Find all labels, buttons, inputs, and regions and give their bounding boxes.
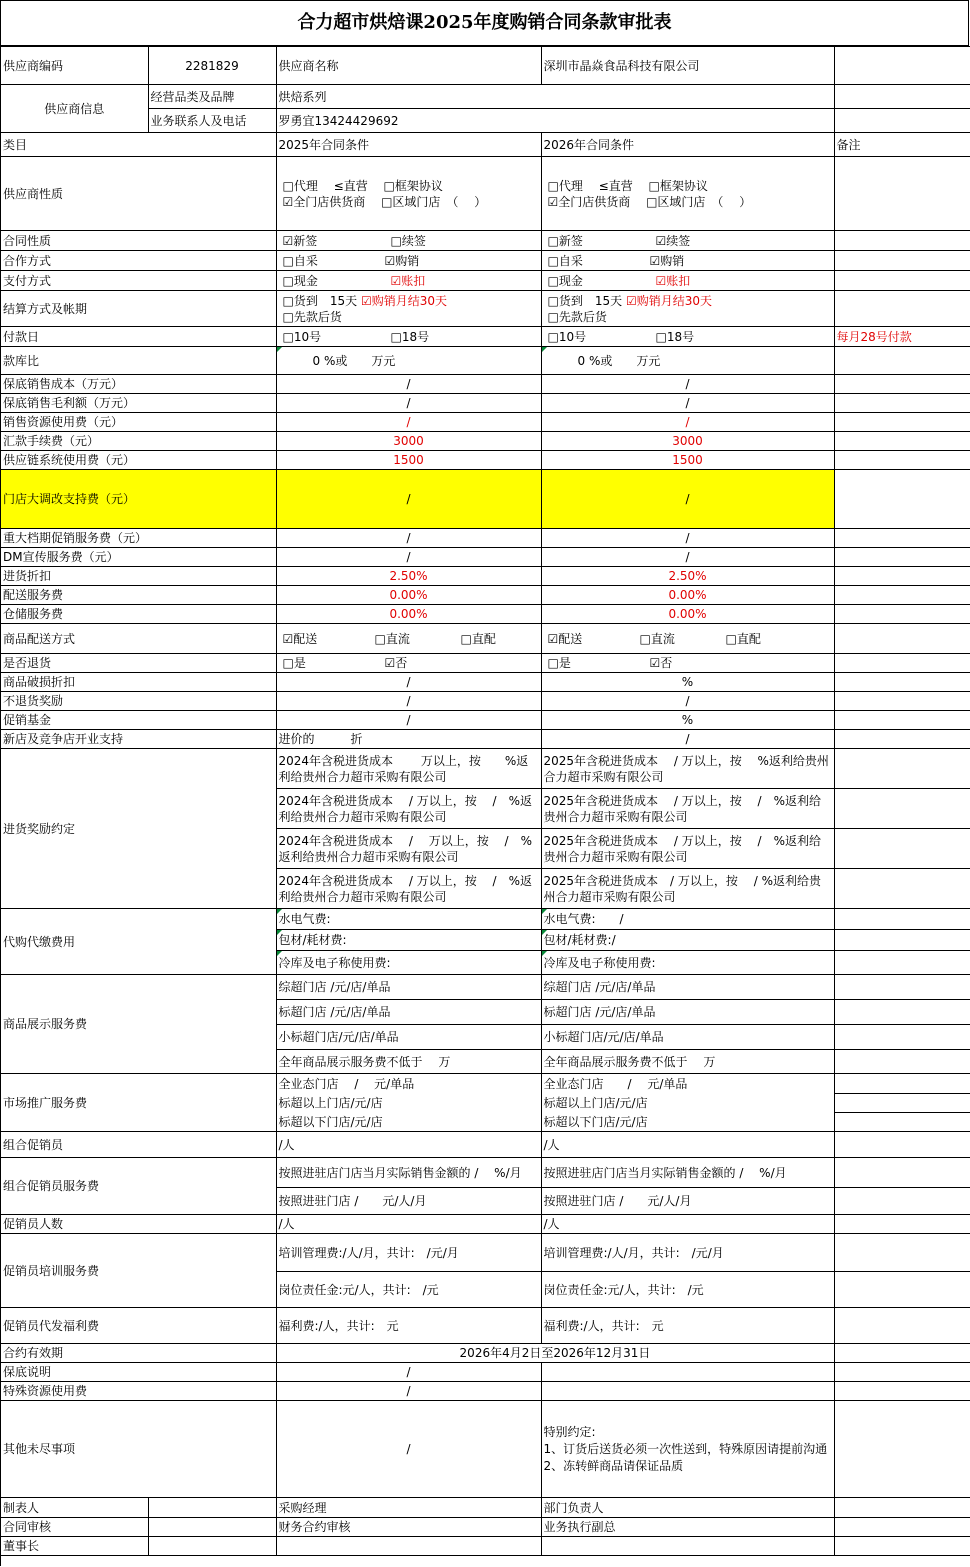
option-monthly: ☑购销月结30天 [360, 293, 447, 308]
display-2026-4: 全年商品展示服务费不低于 万 [541, 1050, 834, 1074]
settle-2025 [276, 291, 541, 327]
fee-row-2026: / [541, 375, 834, 394]
option-new: □新签 [547, 233, 583, 248]
renovate-2026: / [541, 470, 834, 529]
fee-row-2025: 0.00% [276, 586, 541, 605]
newstore-2026: / [541, 730, 834, 749]
fee-row-2026: 0.00% [541, 586, 834, 605]
empty-cell [834, 231, 970, 251]
market-label: 市场推广服务费 [1, 1074, 276, 1132]
promoter-fee-2025-1: 按照进驻店门店当月实际销售金额的 / %/月 [276, 1158, 541, 1188]
fee-row-2026: % [541, 673, 834, 692]
empty-cell [834, 909, 970, 930]
fee-row-2026: % [541, 711, 834, 730]
option-18th: □18号 [655, 329, 695, 344]
rebate-label: 进货奖励约定 [1, 749, 276, 909]
other-line: 1、订货后送货必须一次性送到，特殊原因请提前沟通 [543, 1441, 828, 1456]
nature-2025 [276, 157, 541, 231]
empty-cell [541, 1382, 834, 1401]
payment-2026 [541, 271, 834, 291]
option-purchase: ☑购销 [649, 253, 685, 268]
empty-cell [834, 711, 970, 730]
empty-cell [834, 1234, 970, 1272]
empty-cell [834, 654, 970, 673]
display-2026-1: 综超门店 /元/店/单品 [541, 975, 834, 1000]
fee-row-label: 仓储服务费 [1, 605, 276, 624]
promoter-fee-2025-2: 按照进驻门店 / 元/人/月 [276, 1188, 541, 1215]
returns-label: 是否退货 [1, 654, 276, 673]
option-self: □自采 [282, 253, 318, 268]
delivery-label: 商品配送方式 [1, 624, 276, 654]
option-yes: □是 [547, 656, 571, 670]
header-category: 类目 [1, 133, 276, 157]
market-2026-3: 标超以下门店/元/店 [541, 1113, 834, 1132]
fee-rows-2 [1, 529, 970, 624]
contract-review-sign [148, 1518, 276, 1537]
option-purchase: ☑购销 [384, 253, 420, 268]
fee-row-2026: / [541, 692, 834, 711]
stock-ratio-2026: 0 %或 万元 [541, 347, 834, 375]
contract-nature-label: 合同性质 [1, 231, 276, 251]
fee-row-2025: / [276, 394, 541, 413]
empty-cell [834, 1498, 970, 1518]
training-2025-1: 培训管理费:/人/月，共计: /元/月 [276, 1234, 541, 1272]
guarantee-label: 保底说明 [1, 1363, 276, 1382]
dept-head-label: 部门负责人 [541, 1498, 834, 1518]
supplier-name: 深圳市晶焱食品科技有限公司 [541, 47, 834, 85]
coop-2026 [541, 251, 834, 271]
empty-cell [834, 1382, 970, 1401]
empty-cell [834, 375, 970, 394]
header-2026: 2026年合同条件 [541, 133, 834, 157]
fee-rows-1 [1, 375, 970, 470]
option-delivery: ☑配送 [547, 631, 583, 646]
fee-row-2025: / [276, 529, 541, 548]
coop-2025 [276, 251, 541, 271]
fee-row-2025: / [276, 413, 541, 432]
empty-cell [834, 1050, 970, 1074]
payday-2026 [541, 327, 834, 347]
empty-cell [834, 624, 970, 654]
payday-label: 付款日 [1, 327, 276, 347]
option-renew: ☑续签 [655, 233, 691, 248]
option-new: ☑新签 [282, 233, 318, 248]
display-2026-3: 小标超门店/元/店/单品 [541, 1025, 834, 1050]
empty-cell [541, 1537, 834, 1556]
promoter-count-label: 促销员人数 [1, 1215, 276, 1234]
display-2025-1: 综超门店 /元/店/单品 [276, 975, 541, 1000]
supplier-code: 2281829 [148, 47, 276, 85]
empty-cell [834, 394, 970, 413]
empty-cell [834, 673, 970, 692]
empty-cell [834, 605, 970, 624]
header-remark: 备注 [834, 133, 970, 157]
rebate-2026-4: 2025年含税进货成本 / 万以上，按 / %返利给贵州合力超市采购有限公司 [541, 869, 834, 909]
fee-row-2025: / [276, 711, 541, 730]
special-res-2025: / [276, 1382, 541, 1401]
market-2026-1: 全业态门店 / 元/单品 [541, 1074, 834, 1094]
vp-label: 业务执行副总 [541, 1518, 834, 1537]
fee-row-2025: 2.50% [276, 567, 541, 586]
empty-cell [834, 157, 970, 231]
option-cash: □现金 [282, 273, 318, 288]
empty-cell [834, 529, 970, 548]
fee-row-label: 促销基金 [1, 711, 276, 730]
option-cash: □现金 [547, 273, 583, 288]
agency-2026-1: 水电气费: / [541, 909, 834, 930]
fee-row-2025: 3000 [276, 432, 541, 451]
empty-cell [834, 829, 970, 869]
brand-label: 经营品类及品牌 [148, 85, 276, 109]
display-2025-4: 全年商品展示服务费不低于 万 [276, 1050, 541, 1074]
stock-ratio-2025: 0 %或 万元 [276, 347, 541, 375]
option-direct-ship: □直配 [725, 631, 761, 646]
empty-cell [834, 1215, 970, 1234]
display-label: 商品展示服务费 [1, 975, 276, 1074]
option-direct: □直流 [374, 631, 410, 646]
fee-row-2026: / [541, 529, 834, 548]
fee-row-label: 保底销售毛利额（万元） [1, 394, 276, 413]
empty-cell [834, 1518, 970, 1537]
special-res-label: 特殊资源使用费 [1, 1382, 276, 1401]
payment-label: 支付方式 [1, 271, 276, 291]
option-deduct: ☑账扣 [655, 273, 691, 288]
validity-value: 2026年4月2日至2026年12月31日 [276, 1344, 834, 1363]
nature-2026 [541, 157, 834, 231]
empty-cell [834, 567, 970, 586]
option-no: ☑否 [649, 656, 673, 670]
fee-row-2026: 0.00% [541, 605, 834, 624]
agency-2026-2: 包材/耗材费:/ [541, 930, 834, 951]
empty-cell [276, 1537, 541, 1556]
empty-cell [834, 1113, 970, 1132]
agency-2025-3: 冷库及电子称使用费: [276, 951, 541, 975]
fee-row-label: 不退货奖励 [1, 692, 276, 711]
option-delivery: ☑配送 [282, 631, 318, 646]
fee-row-label: 商品破损折扣 [1, 673, 276, 692]
empty-cell [834, 347, 970, 375]
option-arrival: □货到 15天 [282, 293, 358, 308]
fee-row-2025: / [276, 375, 541, 394]
empty-cell [834, 730, 970, 749]
fee-row-2025: 1500 [276, 451, 541, 470]
empty-cell [834, 109, 970, 133]
empty-cell [541, 1363, 834, 1382]
returns-2026 [541, 654, 834, 673]
promoter-fee-label: 组合促销员服务费 [1, 1158, 276, 1215]
empty-cell [834, 1158, 970, 1188]
empty-cell [834, 586, 970, 605]
agency-2025-2: 包材/耗材费: [276, 930, 541, 951]
market-2025-2: 标超以上门店/元/店 [276, 1094, 541, 1113]
empty-cell [834, 869, 970, 909]
empty-cell [834, 47, 970, 85]
nature-2025-line1: □代理 ≤直营 □框架协议 [282, 178, 443, 193]
contact-value: 罗勇宜13424429692 [276, 109, 834, 133]
promoter-2026: /人 [541, 1132, 834, 1158]
option-deduct: ☑账扣 [390, 273, 426, 288]
contract-nature-2025 [276, 231, 541, 251]
chairman-sign [148, 1537, 276, 1556]
supplier-info-label: 供应商信息 [1, 85, 148, 133]
fee-row-2025: 0.00% [276, 605, 541, 624]
fee-row-label: 销售资源使用费（元） [1, 413, 276, 432]
option-prepay: □先款后货 [547, 309, 607, 324]
empty-cell [834, 1000, 970, 1025]
fee-row-2025: / [276, 673, 541, 692]
fee-rows-3 [1, 673, 970, 730]
other-2026 [541, 1401, 834, 1498]
empty-cell [834, 1537, 970, 1556]
agency-label: 代购代缴费用 [1, 909, 276, 975]
fee-row-label: 供应链系统使用费（元） [1, 451, 276, 470]
nature-2026-line2: ☑全门店供货商 □区域门店 （ ） [547, 194, 752, 209]
empty-cell [834, 432, 970, 451]
training-2025-2: 岗位责任金:元/人，共计: /元 [276, 1272, 541, 1308]
empty-cell [834, 930, 970, 951]
empty-cell [834, 1188, 970, 1215]
market-2025-1: 全业态门店 / 元/单品 [276, 1074, 541, 1094]
promoter-count-2025: /人 [276, 1215, 541, 1234]
empty-cell [834, 1308, 970, 1344]
training-label: 促销员培训服务费 [1, 1234, 276, 1308]
empty-cell [834, 470, 970, 529]
welfare-2026: 福利费:/人，共计: 元 [541, 1308, 834, 1344]
contract-review-label: 合同审核 [1, 1518, 148, 1537]
fee-row-2026: 1500 [541, 451, 834, 470]
settle-2026 [541, 291, 834, 327]
approval-table [1, 46, 970, 1556]
fee-row-2025: / [276, 692, 541, 711]
fee-row-2026: / [541, 548, 834, 567]
newstore-2025: 进价的 折 [276, 730, 541, 749]
empty-cell [834, 1344, 970, 1363]
fee-row-label: 配送服务费 [1, 586, 276, 605]
empty-cell [834, 548, 970, 567]
fee-row-label: DM宣传服务费（元） [1, 548, 276, 567]
empty-cell [834, 291, 970, 327]
empty-cell [834, 749, 970, 789]
agency-2026-3: 冷库及电子称使用费: [541, 951, 834, 975]
empty-cell [834, 692, 970, 711]
nature-2025-line2: ☑全门店供货商 □区域门店 （ ） [282, 194, 487, 209]
rebate-2025-2: 2024年含税进货成本 / 万以上，按 / %返利给贵州合力超市采购有限公司 [276, 789, 541, 829]
display-2025-3: 小标超门店/元/店/单品 [276, 1025, 541, 1050]
payday-remark: 每月28号付款 [834, 327, 970, 347]
option-arrival: □货到 15天 [547, 293, 623, 308]
fee-row-label: 保底销售成本（万元） [1, 375, 276, 394]
payday-2025 [276, 327, 541, 347]
validity-label: 合约有效期 [1, 1344, 276, 1363]
rebate-2026-2: 2025年含税进货成本 / 万以上，按 / %返利给贵州合力超市采购有限公司 [541, 789, 834, 829]
page-title: 合力超市烘焙课2025年度购销合同条款审批表 [1, 1, 969, 46]
fee-row-label: 进货折扣 [1, 567, 276, 586]
brand-value: 烘焙系列 [276, 85, 834, 109]
option-self: □自采 [547, 253, 583, 268]
chairman-label: 董事长 [1, 1537, 148, 1556]
returns-2025 [276, 654, 541, 673]
fee-row-label: 汇款手续费（元） [1, 432, 276, 451]
guarantee-2025: / [276, 1363, 541, 1382]
empty-cell [834, 1074, 970, 1094]
agency-2025-1: 水电气费: [276, 909, 541, 930]
promoter-2025: /人 [276, 1132, 541, 1158]
nature-2026-line1: □代理 ≤直营 □框架协议 [547, 178, 708, 193]
empty-cell [834, 1132, 970, 1158]
settle-label: 结算方式及帐期 [1, 291, 276, 327]
other-line: 特别约定: [543, 1424, 596, 1439]
option-prepay: □先款后货 [282, 309, 342, 324]
option-direct-ship: □直配 [460, 631, 496, 646]
rebate-2025-3: 2024年含税进货成本 / 万以上，按 / %返利给贵州合力超市采购有限公司 [276, 829, 541, 869]
promoter-label: 组合促销员 [1, 1132, 276, 1158]
nature-label: 供应商性质 [1, 157, 276, 231]
option-yes: □是 [282, 656, 306, 670]
rebate-2025-4: 2024年含税进货成本 / 万以上，按 / %返利给贵州合力超市采购有限公司 [276, 869, 541, 909]
display-2025-2: 标超门店 /元/店/单品 [276, 1000, 541, 1025]
supplier-code-label: 供应商编码 [1, 47, 148, 85]
option-no: ☑否 [384, 656, 408, 670]
supplier-name-label: 供应商名称 [276, 47, 541, 85]
welfare-2025: 福利费:/人，共计: 元 [276, 1308, 541, 1344]
option-10th: □10号 [547, 329, 587, 344]
fee-row-2026: / [541, 394, 834, 413]
training-2026-1: 培训管理费:/人/月，共计: /元/月 [541, 1234, 834, 1272]
promoter-count-2026: /人 [541, 1215, 834, 1234]
delivery-2025 [276, 624, 541, 654]
empty-cell [834, 451, 970, 470]
fee-row-2026: 2.50% [541, 567, 834, 586]
finance-review-label: 财务合约审核 [276, 1518, 541, 1537]
fee-row-label: 重大档期促销服务费（元） [1, 529, 276, 548]
payment-2025 [276, 271, 541, 291]
stock-ratio-label: 款库比 [1, 347, 276, 375]
display-2026-2: 标超门店 /元/店/单品 [541, 1000, 834, 1025]
renovate-label: 门店大调改支持费（元） [1, 470, 276, 529]
market-2026-2: 标超以上门店/元/店 [541, 1094, 834, 1113]
empty-cell [834, 1401, 970, 1498]
newstore-label: 新店及竞争店开业支持 [1, 730, 276, 749]
other-label: 其他未尽事项 [1, 1401, 276, 1498]
delivery-2026 [541, 624, 834, 654]
option-10th: □10号 [282, 329, 322, 344]
empty-cell [834, 951, 970, 975]
purchase-manager-label: 采购经理 [276, 1498, 541, 1518]
renovate-2025: / [276, 470, 541, 529]
empty-cell [834, 1094, 970, 1113]
promoter-fee-2026-2: 按照进驻门店 / 元/人/月 [541, 1188, 834, 1215]
empty-cell [834, 85, 970, 109]
rebate-2026-1: 2025年含税进货成本 / 万以上，按 %返利给贵州合力超市采购有限公司 [541, 749, 834, 789]
maker-label: 制表人 [1, 1498, 148, 1518]
rebate-2026-3: 2025年含税进货成本 / 万以上，按 / %返利给贵州合力超市采购有限公司 [541, 829, 834, 869]
option-18th: □18号 [390, 329, 430, 344]
fee-row-2026: 3000 [541, 432, 834, 451]
other-line: 2、冻转鲜商品请保证品质 [543, 1458, 684, 1473]
empty-cell [834, 271, 970, 291]
empty-cell [834, 251, 970, 271]
training-2026-2: 岗位责任金:元/人，共计: /元 [541, 1272, 834, 1308]
empty-cell [834, 1272, 970, 1308]
option-monthly: ☑购销月结30天 [625, 293, 712, 308]
header-2025: 2025年合同条件 [276, 133, 541, 157]
empty-cell [834, 413, 970, 432]
fee-row-2025: / [276, 548, 541, 567]
market-2025-3: 标超以下门店/元/店 [276, 1113, 541, 1132]
contact-label: 业务联系人及电话 [148, 109, 276, 133]
empty-cell [834, 1025, 970, 1050]
empty-cell [834, 1363, 970, 1382]
promoter-fee-2026-1: 按照进驻店门店当月实际销售金额的 / %/月 [541, 1158, 834, 1188]
empty-cell [834, 975, 970, 1000]
contract-nature-2026 [541, 231, 834, 251]
rebate-2025-1: 2024年含税进货成本 万以上，按 %返利给贵州合力超市采购有限公司 [276, 749, 541, 789]
empty-cell [834, 789, 970, 829]
welfare-label: 促销员代发福利费 [1, 1308, 276, 1344]
coop-label: 合作方式 [1, 251, 276, 271]
option-renew: □续签 [390, 233, 426, 248]
other-2025: / [276, 1401, 541, 1498]
option-direct: □直流 [639, 631, 675, 646]
maker-sign [148, 1498, 276, 1518]
fee-row-2026: / [541, 413, 834, 432]
